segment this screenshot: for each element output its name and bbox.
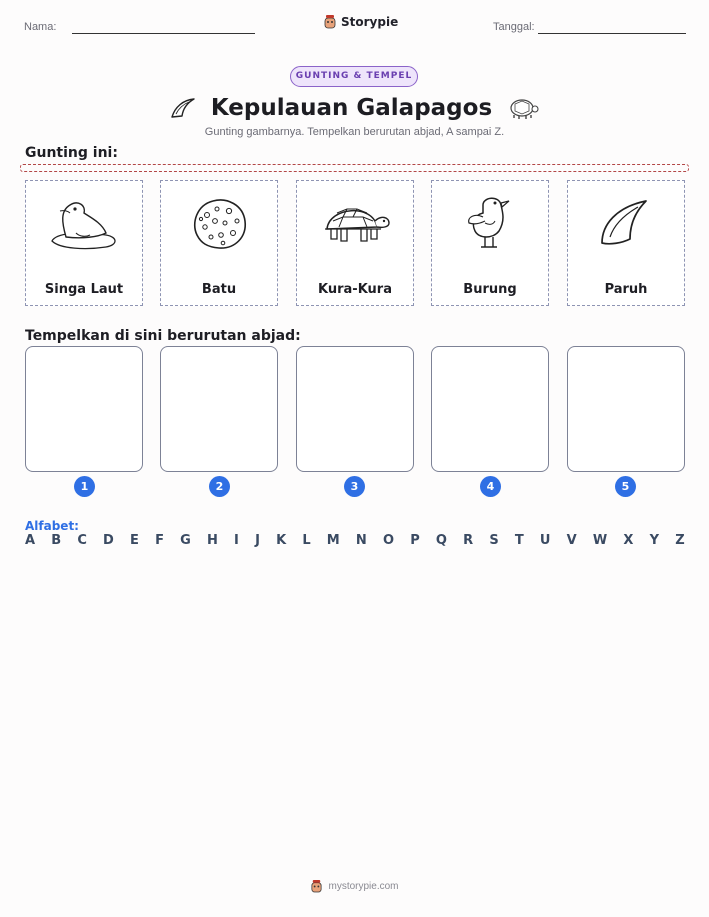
footer (0, 879, 709, 893)
alphabet-letter: O (382, 533, 395, 548)
cut-card-label: Batu (201, 282, 237, 297)
alphabet-letter: J (255, 533, 260, 548)
cut-section-label: Gunting ini: (25, 145, 118, 161)
name-line[interactable] (72, 33, 255, 34)
cut-line (20, 164, 689, 172)
cut-card-label: Burung (463, 282, 517, 297)
alphabet-letter: Z (675, 533, 685, 548)
cut-card-label: Singa Laut (44, 282, 124, 297)
brand-name: Storypie (341, 14, 399, 29)
alphabet-letter: F (155, 533, 164, 548)
alphabet-letter: P (410, 533, 420, 548)
cut-card-tortoise[interactable] (296, 180, 414, 306)
alphabet-letter: M (326, 533, 340, 548)
storypie-mascot-icon (323, 14, 337, 29)
number-badge-1: 1 (74, 476, 95, 497)
beak-icon (169, 97, 197, 119)
alphabet-letter: K (276, 533, 287, 548)
alphabet-letter: Q (435, 533, 447, 548)
activity-badge: GUNTING & TEMPEL (290, 66, 418, 87)
alphabet-letter: A (25, 533, 36, 548)
paste-section-label: Tempelkan di sini berurutan abjad: (25, 328, 301, 344)
alphabet-letter: Y (649, 533, 660, 548)
alphabet-letter: L (302, 533, 311, 548)
alphabet-letter: V (566, 533, 577, 548)
paste-box-2[interactable] (160, 346, 278, 472)
number-badge-3: 3 (344, 476, 365, 497)
number-badge-5: 5 (615, 476, 636, 497)
alphabet-letter: B (51, 533, 62, 548)
alphabet-letter: E (130, 533, 139, 548)
rock-icon (187, 193, 251, 253)
paste-box-5[interactable] (567, 346, 685, 472)
number-badge-4: 4 (480, 476, 501, 497)
title-row (0, 92, 709, 124)
cut-card-label: Paruh (604, 282, 648, 297)
alphabet-label: Alfabet: (25, 519, 79, 533)
alphabet-letter: H (206, 533, 218, 548)
cut-card-sea-lion[interactable] (25, 180, 143, 306)
instructions: Gunting gambarnya. Tempelkan berurutan abjad, A sampai Z. (204, 126, 505, 138)
page-title: Kepulauan Galapagos (210, 95, 493, 121)
brand-logo (323, 14, 398, 29)
paste-box-1[interactable] (25, 346, 143, 472)
name-label: Nama: (24, 21, 57, 33)
tortoise-icon (317, 193, 393, 253)
footer-url[interactable]: mystorypie.com (328, 880, 399, 892)
paste-box-3[interactable] (296, 346, 414, 472)
number-badge-2: 2 (209, 476, 230, 497)
alphabet-letter: N (355, 533, 367, 548)
bird-icon (455, 191, 525, 255)
cut-card-beak[interactable] (567, 180, 685, 306)
cut-card-label: Kura-Kura (318, 282, 392, 297)
storypie-mascot-icon (310, 879, 323, 893)
beak-icon (594, 195, 658, 251)
alphabet-letter: G (180, 533, 191, 548)
cut-card-bird[interactable] (431, 180, 549, 306)
paste-box-4[interactable] (431, 346, 549, 472)
date-label: Tanggal: (493, 21, 535, 33)
alphabet-letter: U (539, 533, 551, 548)
alphabet-row (25, 533, 685, 548)
date-line[interactable] (538, 33, 686, 34)
alphabet-letter: T (514, 533, 524, 548)
sea-lion-icon (46, 193, 122, 253)
alphabet-letter: C (77, 533, 87, 548)
alphabet-letter: S (489, 533, 499, 548)
cut-card-rock[interactable] (160, 180, 278, 306)
alphabet-letter: X (623, 533, 634, 548)
alphabet-letter: R (463, 533, 474, 548)
alphabet-letter: W (592, 533, 608, 548)
alphabet-letter: D (103, 533, 114, 548)
alphabet-letter: I (234, 533, 239, 548)
tortoise-icon (506, 96, 540, 120)
